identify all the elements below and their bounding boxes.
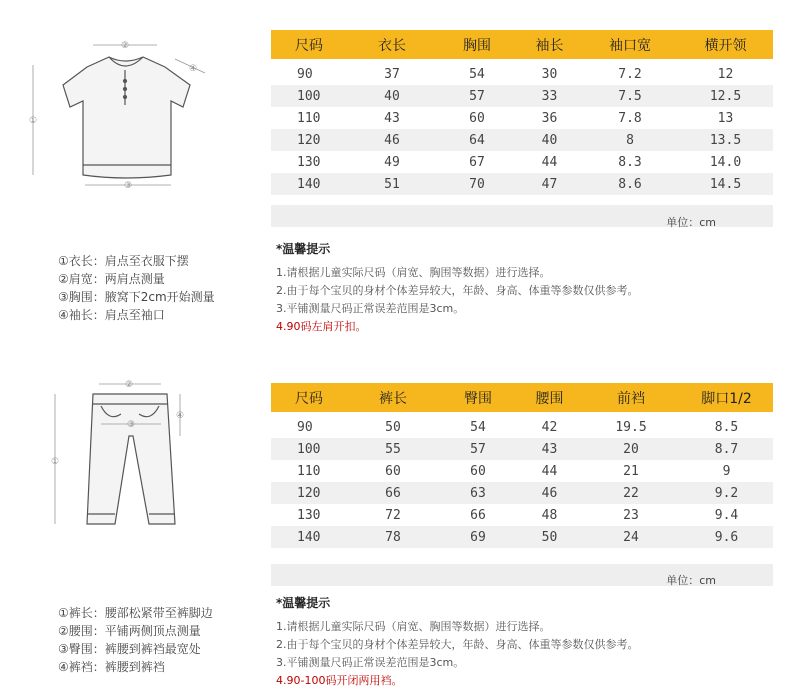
unit-label: 单位：cm [666,216,716,229]
tip-item: 2.由于每个宝贝的身材个体差异较大，年龄、身高、体重等参数仅供参考。 [276,284,639,297]
table-cell: 43 [541,441,558,457]
tip-item: 1.请根据儿童实际尺码（肩宽、胸围等数据）进行选择。 [276,620,551,633]
table-cell: 20 [623,441,639,457]
tips-title: *温馨提示 [276,242,331,256]
legend-item: ①裤长：腰部松紧带至裤脚边 [58,606,213,620]
pants-measurement-legend [58,604,213,676]
legend-item: ③臀围：裤腰到裤裆最宽处 [58,642,201,656]
legend-item: ④袖长：肩点至袖口 [58,308,165,322]
legend-item: ④裤裆：裤腰到裤裆 [58,660,165,674]
table-row [271,416,773,438]
table-row [271,129,773,151]
table-cell: 57 [469,88,485,104]
table-row [271,63,773,85]
header-cell: 前裆 [617,390,645,407]
unit-bar [271,205,773,227]
table-cell: 36 [541,110,558,126]
table-header [271,383,773,412]
table-cell: 40 [384,88,400,104]
table-cell: 54 [469,66,485,82]
tip-highlight: 4.90-100码开闭两用裆。 [276,674,403,687]
table-cell: 50 [385,419,401,435]
top-tips [276,240,639,336]
table-cell: 7.5 [618,88,642,104]
table-cell: 60 [469,110,485,126]
header-cell: 脚口1/2 [701,390,752,407]
table-cell: 130 [297,507,321,523]
table-cell: 54 [470,419,486,435]
table-cell: 69 [470,529,486,545]
tip-item: 3.平铺测量尺码正常误差范围是3cm。 [276,656,465,669]
table-cell: 9.2 [714,485,739,501]
pants-tips [276,594,639,690]
table-cell: 46 [541,485,558,501]
table-cell: 33 [541,88,558,104]
top-measurement-legend [58,252,215,324]
header-cell: 袖长 [535,37,564,54]
header-cell: 袖口宽 [609,37,651,54]
unit-label: 单位：cm [666,574,716,587]
shirt-diagram [25,25,225,200]
header-cell: 胸围 [463,37,491,54]
table-cell: 42 [541,419,558,435]
table-row [271,460,773,482]
diagram-label-2: ② [120,41,130,51]
table-cell: 72 [385,507,401,523]
table-cell: 23 [623,507,639,523]
header-cell: 横开领 [704,37,747,54]
header-cell: 裤长 [379,390,407,407]
table-cell: 8.6 [618,176,642,192]
table-cell: 9 [722,463,731,479]
table-cell: 55 [385,441,401,457]
table-cell: 46 [384,132,400,148]
table-cell: 63 [470,485,486,501]
table-row [271,85,773,107]
legend-item: ①衣长：肩点至衣服下摆 [58,254,189,268]
table-cell: 8 [626,132,634,148]
header-cell: 尺码 [295,390,323,407]
diagram-label-4: ④ [188,64,198,74]
table-row [271,173,773,195]
table-cell: 60 [385,463,401,479]
table-cell: 30 [541,66,558,82]
table-cell: 8.3 [618,154,642,170]
diagram-label-4: ④ [175,411,185,421]
table-cell: 7.8 [618,110,642,126]
table-cell: 110 [297,110,321,126]
table-cell: 66 [470,507,486,523]
table-cell: 67 [469,154,485,170]
diagram-label-1: ① [50,457,60,467]
tip-item: 1.请根据儿童实际尺码（肩宽、胸围等数据）进行选择。 [276,266,551,279]
table-cell: 100 [297,441,321,457]
table-cell: 50 [541,529,558,545]
table-cell: 13.5 [709,132,742,148]
table-header [271,30,773,59]
table-cell: 64 [469,132,485,148]
header-cell: 臀围 [464,390,492,407]
pants-size-section [0,358,790,700]
table-cell: 43 [384,110,400,126]
table-row [271,504,773,526]
diagram-label-3: ③ [123,181,133,191]
table-cell: 21 [623,463,639,479]
table-cell: 24 [623,529,639,545]
header-cell: 腰围 [535,390,564,407]
top-size-table [271,30,773,195]
table-cell: 140 [297,529,321,545]
table-row [271,438,773,460]
table-cell: 110 [297,463,321,479]
table-cell: 14.5 [709,176,742,192]
table-row [271,482,773,504]
table-cell: 48 [541,507,558,523]
table-cell: 51 [384,176,400,192]
header-cell: 衣长 [378,37,406,54]
table-cell: 7.2 [618,66,642,82]
table-cell: 57 [470,441,486,457]
table-cell: 78 [385,529,401,545]
table-cell: 44 [541,463,558,479]
table-cell: 9.6 [714,529,739,545]
table-cell: 14.0 [709,154,742,170]
table-row [271,151,773,173]
table-cell: 37 [384,66,400,82]
diagram-label-3: ③ [126,420,136,430]
table-cell: 130 [297,154,321,170]
table-cell: 60 [470,463,486,479]
table-cell: 22 [623,485,639,501]
diagram-label-1: ① [28,116,38,126]
table-cell: 8.7 [714,441,739,457]
table-cell: 90 [297,66,313,82]
tip-item: 2.由于每个宝贝的身材个体差异较大，年龄、身高、体重等参数仅供参考。 [276,638,639,651]
table-row [271,107,773,129]
table-cell: 9.4 [714,507,739,523]
pants-diagram [25,374,225,539]
table-cell: 120 [297,132,321,148]
legend-item: ②腰围：平铺两侧顶点测量 [58,624,201,638]
table-cell: 44 [541,154,558,170]
table-cell: 140 [297,176,321,192]
table-cell: 120 [297,485,321,501]
unit-bar [271,564,773,586]
diagram-label-2: ② [124,380,134,390]
table-cell: 47 [541,176,558,192]
tip-highlight: 4.90码左肩开扣。 [276,320,367,333]
table-cell: 13 [717,110,734,126]
tip-item: 3.平铺测量尺码正常误差范围是3cm。 [276,302,465,315]
table-cell: 12.5 [709,88,742,104]
tips-title: *温馨提示 [276,596,331,610]
table-cell: 70 [469,176,485,192]
pants-size-table [271,383,773,548]
table-cell: 49 [384,154,400,170]
table-row [271,526,773,548]
legend-item: ③胸围：腋窝下2cm开始测量 [58,290,215,304]
table-cell: 12 [717,66,734,82]
table-cell: 19.5 [615,419,647,435]
header-cell: 尺码 [295,37,323,54]
table-cell: 100 [297,88,321,104]
table-cell: 90 [297,419,313,435]
legend-item: ②肩宽：两肩点测量 [58,272,165,286]
table-cell: 40 [541,132,558,148]
table-cell: 8.5 [714,419,739,435]
table-cell: 66 [385,485,401,501]
